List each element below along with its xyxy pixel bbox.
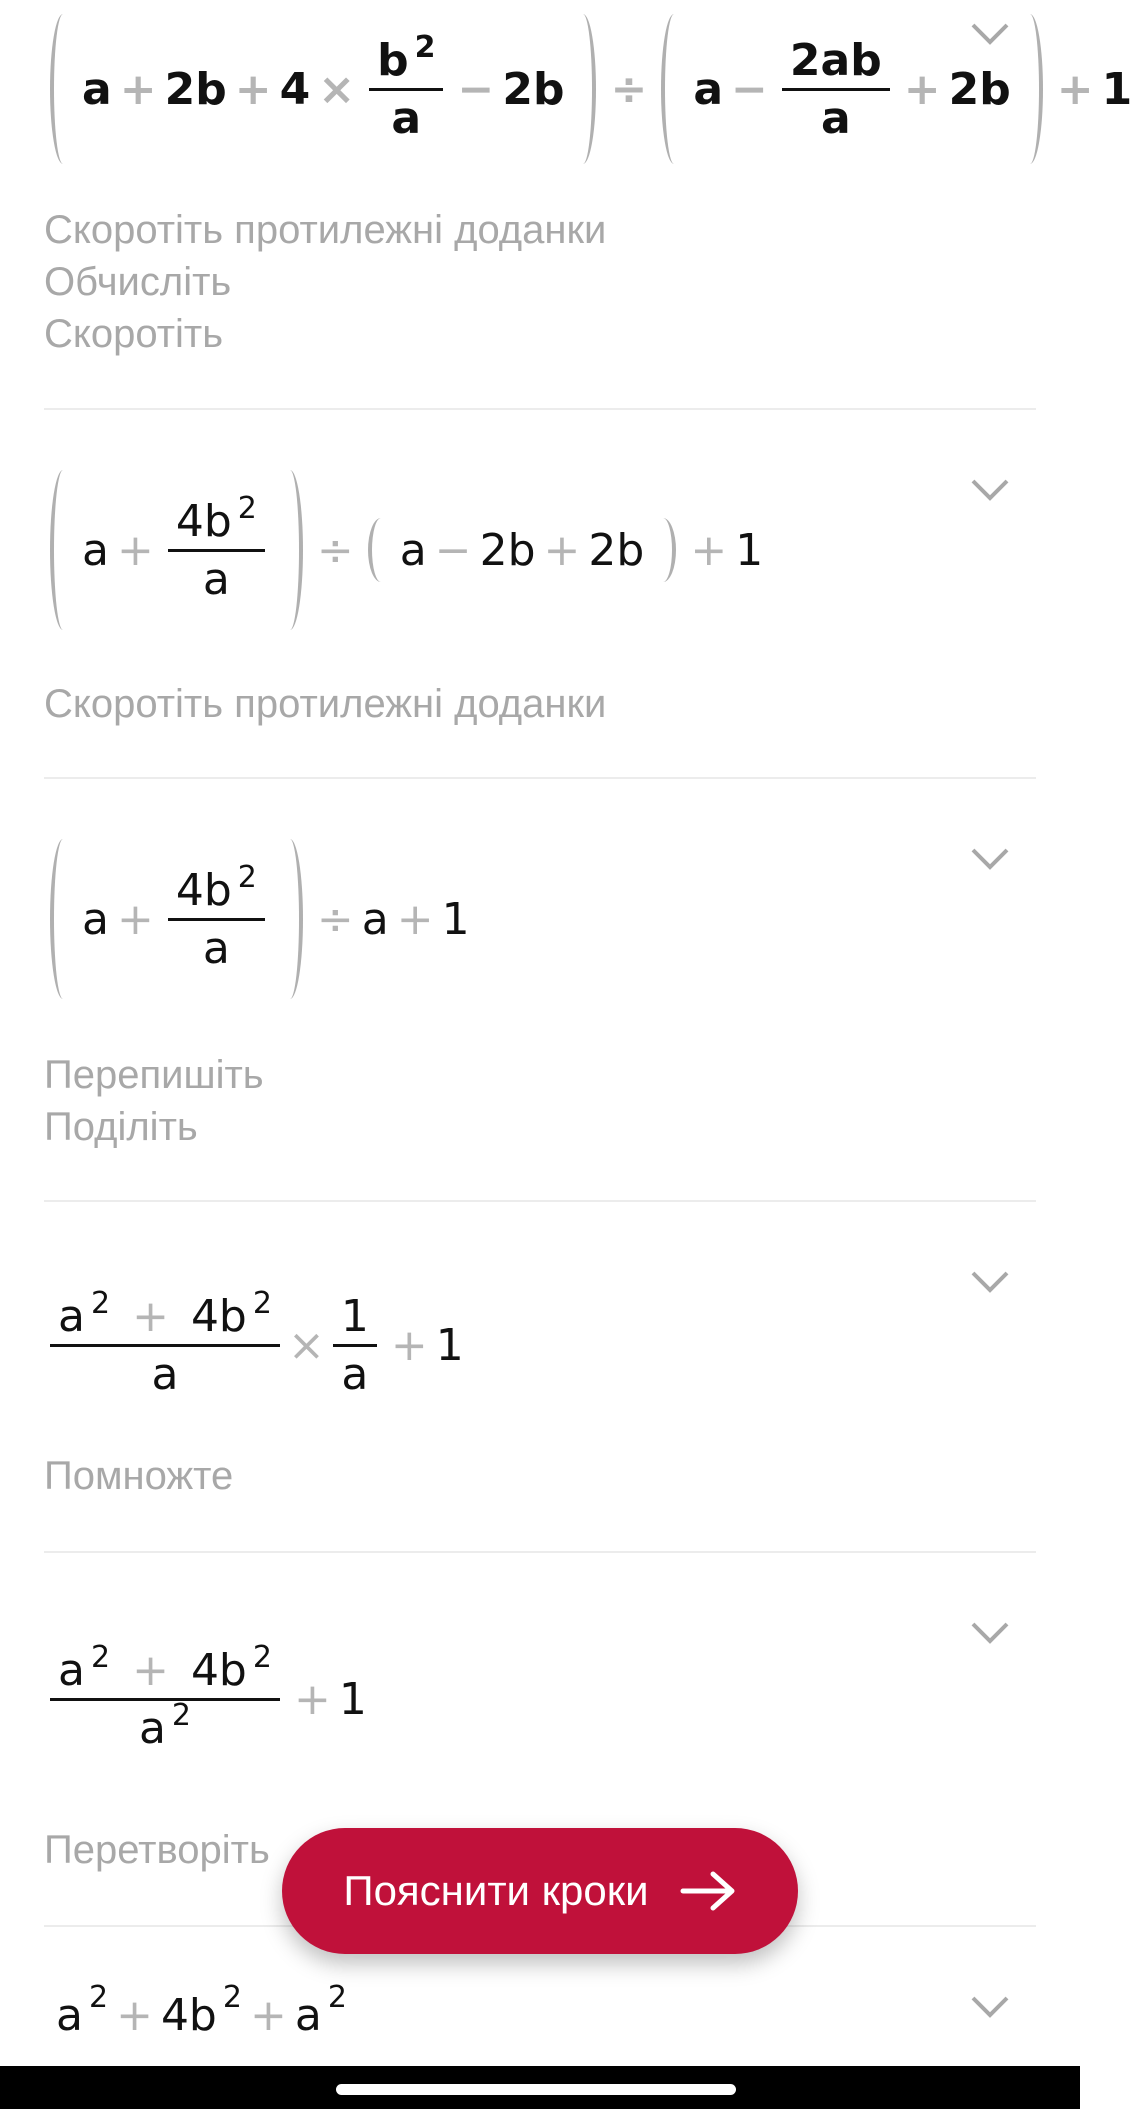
step-description: Скоротіть протилежні доданки [44, 208, 607, 252]
operator: + [293, 1673, 331, 1725]
step-divider [44, 1200, 1036, 1202]
term: 4b [160, 1989, 217, 2041]
operator: + [116, 524, 154, 576]
term: 4b [190, 1290, 247, 1342]
term: 4 [279, 63, 311, 115]
arrow-right-icon [679, 1869, 737, 1913]
chevron-down-icon[interactable] [970, 1621, 1010, 1645]
denominator: a [820, 92, 851, 144]
term: 1 [441, 893, 470, 945]
step-divider [44, 1551, 1036, 1553]
exponent: 2 [252, 1639, 272, 1675]
term: 1 [735, 524, 764, 576]
fraction [168, 859, 265, 976]
step-4-descriptions [44, 1450, 233, 1502]
denominator: a [391, 92, 422, 144]
operator: + [234, 63, 272, 115]
chevron-down-icon[interactable] [970, 478, 1010, 502]
left-paren [50, 839, 76, 999]
step-2-expression [44, 465, 763, 635]
exponent: 2 [237, 490, 257, 526]
numerator: 4b [175, 495, 232, 547]
step-5-expression [50, 1610, 367, 1788]
term: 2b [164, 63, 227, 115]
step-divider [44, 777, 1036, 779]
exponent: 2 [171, 1697, 192, 1733]
operator: ÷ [316, 524, 354, 576]
fraction [333, 1289, 377, 1402]
right-paren [650, 518, 676, 582]
denominator: a [202, 922, 230, 974]
operator: + [690, 524, 728, 576]
numerator: 1 [340, 1290, 369, 1342]
operator: + [396, 893, 434, 945]
fraction [50, 1285, 280, 1402]
term: 2b [948, 63, 1011, 115]
left-paren [50, 470, 76, 630]
chevron-down-icon[interactable] [970, 1270, 1010, 1294]
step-description: Перетворіть [44, 1828, 270, 1872]
operator: + [116, 893, 154, 945]
chevron-down-icon[interactable] [970, 1995, 1010, 2019]
denominator: a [151, 1348, 179, 1400]
step-3-expression [44, 834, 470, 1004]
denominator: a [341, 1348, 369, 1400]
fraction [50, 1639, 280, 1756]
term: a [693, 63, 724, 115]
denominator: a [202, 553, 230, 605]
exponent: 2 [90, 1639, 111, 1675]
numerator: 2ab [789, 34, 882, 86]
right-paren [1017, 14, 1043, 164]
term: a [58, 1644, 85, 1696]
denominator: a [138, 1702, 166, 1754]
operator: + [132, 1644, 169, 1696]
numerator: 4b [175, 864, 232, 916]
explain-steps-button[interactable] [282, 1828, 798, 1954]
right-paren [277, 839, 303, 999]
step-4-expression [50, 1256, 464, 1434]
operator: − [457, 63, 495, 115]
term: 2b [479, 524, 536, 576]
step-description: Перепишіть [44, 1053, 264, 1097]
fraction [168, 490, 265, 607]
operator: + [249, 1989, 287, 2041]
step-1-descriptions [44, 204, 606, 360]
explain-steps-label: Пояснити кроки [343, 1867, 649, 1914]
step-5-descriptions [44, 1824, 270, 1876]
operator: + [903, 63, 941, 115]
step-6-expression [56, 1975, 347, 2055]
step-2-descriptions [44, 678, 606, 730]
operator: + [543, 524, 581, 576]
term: a [82, 893, 109, 945]
left-paren [661, 14, 687, 164]
operator: ÷ [610, 63, 648, 115]
chevron-down-icon[interactable] [970, 22, 1010, 46]
term: a [56, 1989, 83, 2041]
term: a [82, 524, 109, 576]
home-gesture-handle[interactable] [336, 2084, 736, 2095]
exponent: 2 [327, 1979, 347, 2015]
term: 1 [435, 1319, 464, 1371]
term: 2b [502, 63, 565, 115]
operator: × [287, 1319, 325, 1371]
right-paren [570, 14, 596, 164]
operator: + [132, 1290, 169, 1342]
step-divider [44, 408, 1036, 410]
exponent: 2 [222, 1979, 242, 2015]
step-description: Обчисліть [44, 260, 232, 304]
step-description: Поділіть [44, 1105, 198, 1149]
operator: − [731, 63, 768, 115]
operator: + [390, 1319, 428, 1371]
term: a [294, 1989, 322, 2041]
term: 1 [1101, 63, 1132, 115]
operator: + [119, 63, 157, 115]
fraction [782, 33, 890, 146]
exponent: 2 [88, 1979, 109, 2015]
step-description: Помножте [44, 1454, 234, 1498]
step-3-descriptions [44, 1049, 264, 1153]
term: a [361, 893, 389, 945]
right-paren [277, 470, 303, 630]
exponent: 2 [414, 29, 436, 65]
term: a [399, 524, 427, 576]
term: a [58, 1290, 85, 1342]
exponent: 2 [237, 859, 257, 895]
chevron-down-icon[interactable] [970, 847, 1010, 871]
operator: + [1056, 63, 1094, 115]
step-description: Скоротіть [44, 312, 224, 356]
operator: + [116, 1989, 153, 2041]
numerator: b [377, 34, 409, 86]
operator: − [434, 524, 472, 576]
operator: ÷ [316, 893, 354, 945]
exponent: 2 [252, 1285, 272, 1321]
left-paren [368, 518, 394, 582]
step-1-expression [44, 4, 1132, 174]
operator: × [318, 63, 356, 115]
step-description: Скоротіть протилежні доданки [44, 682, 607, 726]
left-paren [50, 14, 76, 164]
term: 1 [338, 1673, 367, 1725]
fraction [369, 29, 443, 146]
term: 2b [588, 524, 645, 576]
term: a [82, 63, 112, 115]
exponent: 2 [90, 1285, 111, 1321]
term: 4b [190, 1644, 247, 1696]
